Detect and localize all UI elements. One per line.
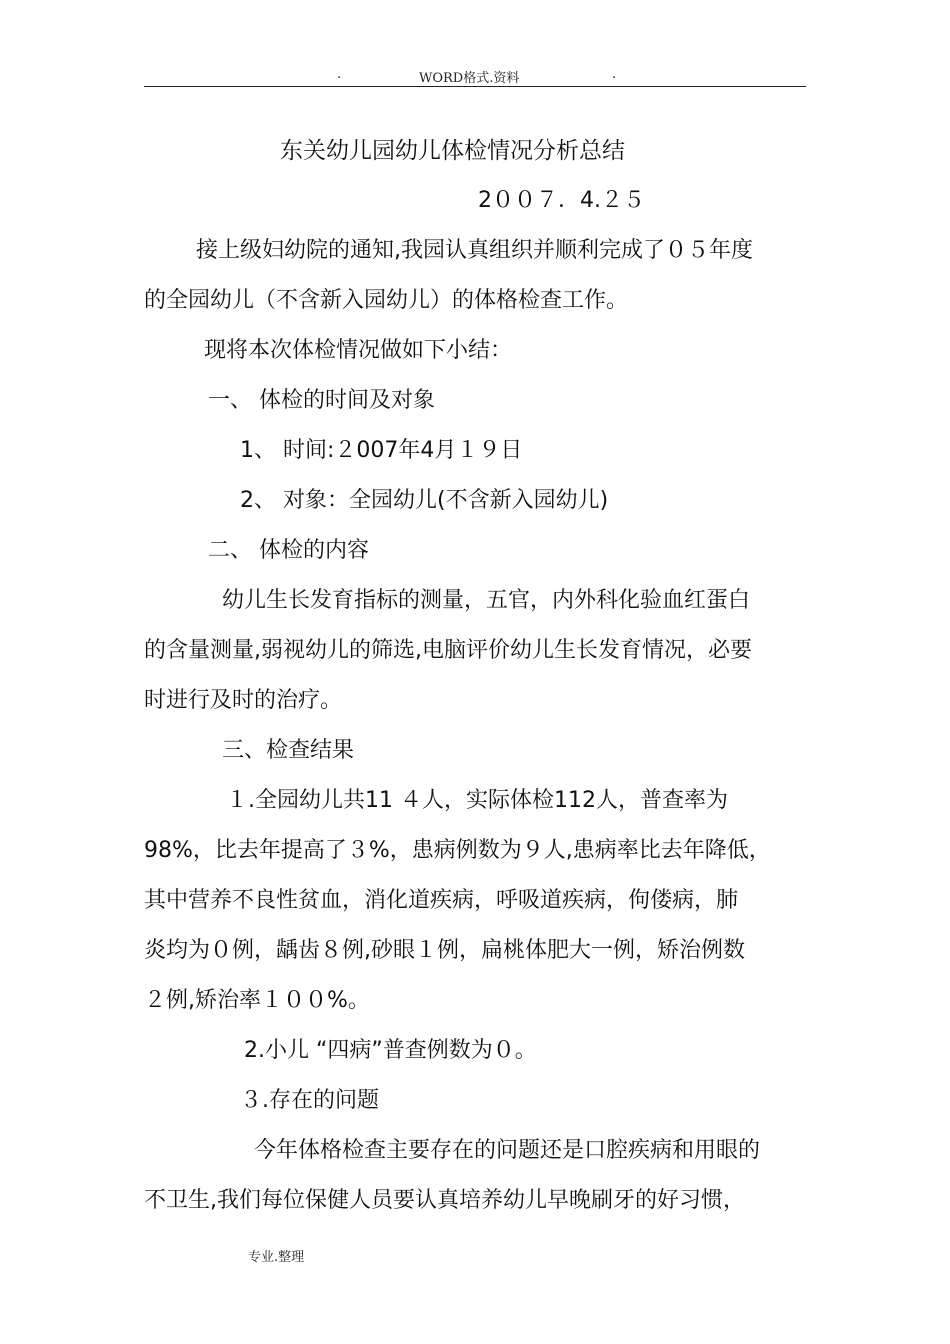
header-text: WORD格式.资料 — [419, 71, 520, 86]
list-item: 1、 时间:２007年4月１９日 — [240, 438, 523, 463]
paragraph-line: 现将本次体检情况做如下小结： — [204, 338, 513, 363]
document-date: 2００７．4.２５ — [478, 188, 645, 213]
paragraph-line: 今年体格检查主要存在的问题还是口腔疾病和用眼的 — [254, 1138, 761, 1163]
section-heading: 三、检查结果 — [222, 738, 355, 763]
paragraph-line: 2.小儿 “四病”普查例数为０。 — [244, 1038, 537, 1063]
section-heading: 二、 体检的内容 — [208, 538, 369, 563]
page-footer: 专业.整理 — [248, 1250, 305, 1265]
list-item: 2、 对象：全园幼儿(不含新入园幼儿) — [240, 488, 609, 513]
header-dot-right: . — [612, 67, 617, 82]
document-title: 东关幼儿园幼儿体检情况分析总结 — [280, 138, 625, 164]
paragraph-line: 接上级妇幼院的通知,我园认真组织并顺利完成了０５年度 — [196, 238, 753, 263]
paragraph-line: １.全园幼儿共11 ４人，实际体检112人，普查率为 — [226, 788, 728, 813]
paragraph-line: 炎均为０例，龋齿８例,砂眼１例，扁桃体肥大一例，矫治例数 — [144, 938, 745, 963]
paragraph-line: 其中营养不良性贫血，消化道疾病，呼吸道疾病，佝偻病，肺 — [144, 888, 739, 913]
paragraph-line: ２例,矫治率１００%。 — [144, 988, 370, 1013]
paragraph-line: 时进行及时的治疗。 — [144, 688, 343, 713]
paragraph-line: 的含量测量,弱视幼儿的筛选,电脑评价幼儿生长发育情况，必要 — [144, 638, 752, 663]
paragraph-line: 不卫生,我们每位保健人员要认真培养幼儿早晚刷牙的好习惯， — [144, 1188, 745, 1213]
header-dot-left: . — [337, 67, 342, 82]
paragraph-line: 的全园幼儿（不含新入园幼儿）的体格检查工作。 — [144, 288, 629, 313]
paragraph-line: 98%，比去年提高了３%，患病例数为９人,患病率比去年降低， — [144, 838, 771, 863]
page-header — [144, 64, 806, 87]
sub-heading: ３.存在的问题 — [240, 1088, 379, 1113]
paragraph-line: 幼儿生长发育指标的测量，五官，内外科化验血红蛋白 — [222, 588, 751, 613]
section-heading: 一、 体检的时间及对象 — [208, 388, 435, 413]
